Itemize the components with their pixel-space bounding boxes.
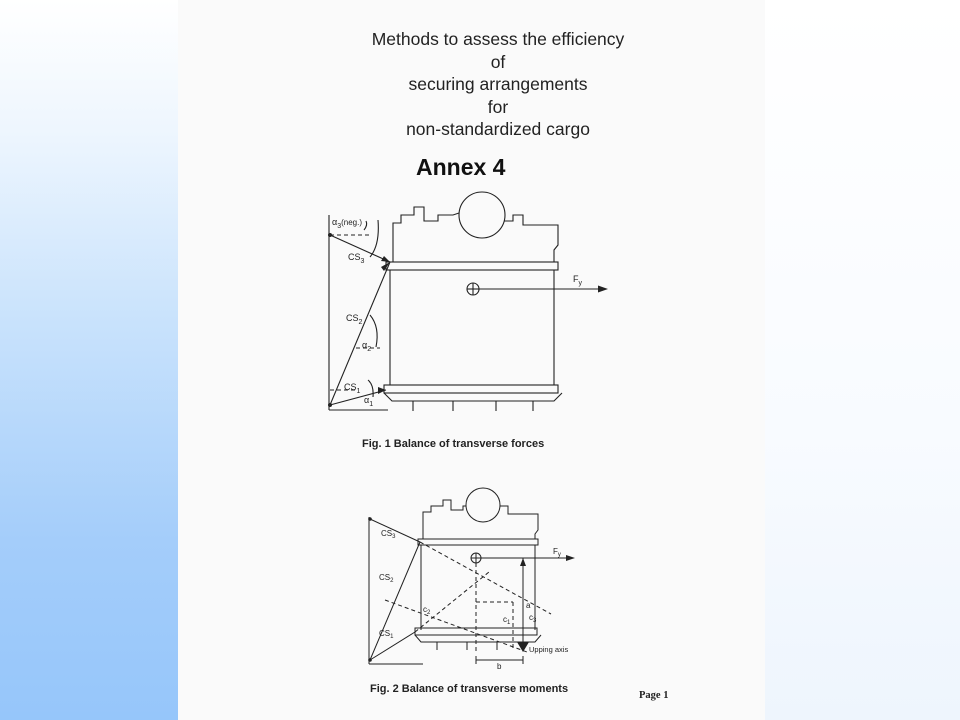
title-line-3: securing arrangements [408,74,588,94]
fig2-force-arrowhead [566,555,575,561]
fig1-alpha1-label: $\alpha_1$ [364,395,374,408]
fig2-c1-label: $c_1$ [503,615,511,626]
fig2-cs3-label: $CS_3$ [381,529,396,540]
document-page [178,0,765,720]
fig1-upper-band [386,262,558,270]
fig1-cs3-label: $CS_3$ [348,252,365,265]
fig2-top-dome [466,488,500,522]
fig1-angle-arc-3 [364,221,367,230]
figure-1-diagram [318,185,618,420]
fig2-c2-label: $c_2$ [423,605,431,616]
document-title [178,28,765,141]
fig1-alpha2-label: $\alpha_2$ [362,340,372,353]
fig2-lashing-cs2 [370,542,420,660]
fig1-lashing-cs2 [330,262,390,405]
title-line-2: of [490,51,506,72]
figure-2-caption: Fig. 2 Balance of transverse moments [370,683,569,695]
fig2-upper-band [418,539,538,545]
title-line-5: non-standardized cargo [406,119,590,139]
fig2-tipping-point [517,642,529,652]
figure-1-caption: Fig. 1 Balance of transverse forces [362,438,545,450]
right-background-panel [765,0,960,720]
title-line-1: Methods to assess the efficiency [371,29,625,49]
fig1-skid [384,393,562,401]
fig1-cs2-label: $CS_2$ [346,313,363,326]
fig2-cs2-label: $CS_2$ [379,573,394,584]
fig2-a-label: a [526,601,531,610]
fig2-b-label: b [497,662,502,671]
fig2-fy-label: $F_y$ [553,547,561,558]
fig1-alpha3-label: $\alpha_3(neg.)$ [332,217,363,230]
fig1-arc-upper [370,220,378,257]
fig1-top-dome [459,192,505,238]
annex-heading: Annex 4 [416,154,506,180]
fig2-cs1-label: $CS_1$ [379,629,394,640]
page-number: Page 1 [639,690,669,701]
fig2-c3-label: $c_3$ [529,613,537,624]
figure-2-diagram [363,482,623,672]
fig2-tipping-axis-label: Upping axis [529,645,569,654]
fig1-fy-label: $F_y$ [573,274,582,287]
left-gradient-panel [0,0,178,720]
fig1-force-arrowhead [598,286,608,293]
title-line-4: for [487,96,509,117]
fig1-lower-band [384,385,558,393]
fig1-angle-arc-2 [370,315,377,347]
fig1-cs1-label: $CS_1$ [344,382,361,395]
